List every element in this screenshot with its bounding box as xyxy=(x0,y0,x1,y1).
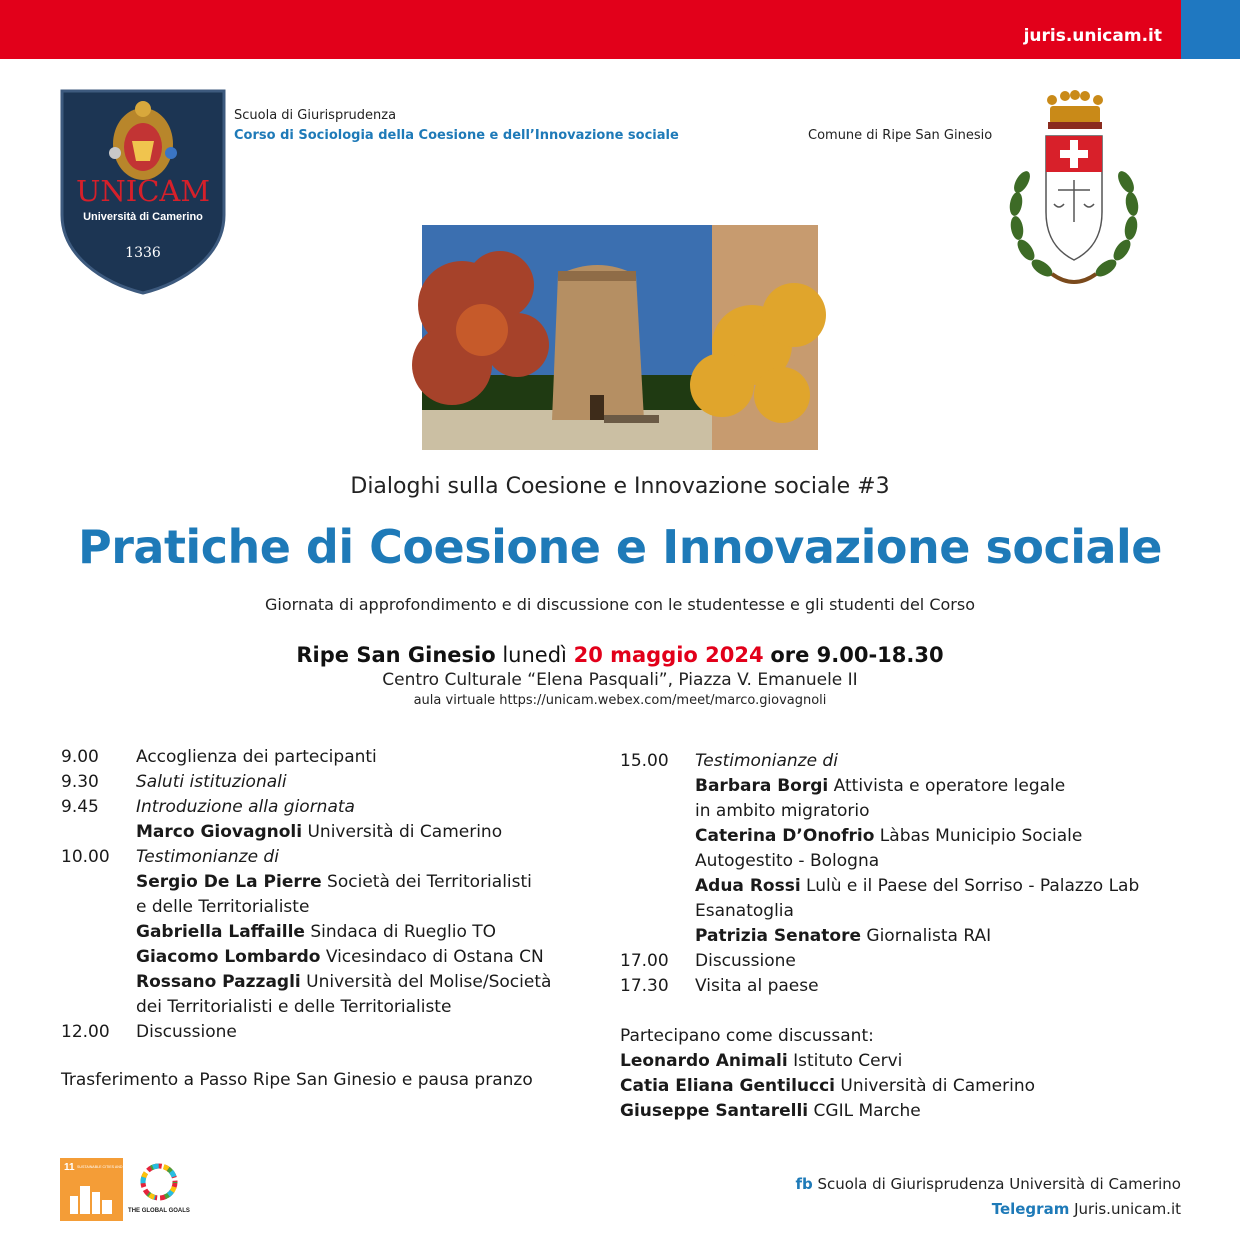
speaker-name: Marco Giovagnoli xyxy=(136,822,303,842)
program-item: Testimonianze di xyxy=(695,751,838,771)
speaker-org: Giornalista RAI xyxy=(861,926,992,946)
comune-name: Comune di Ripe San Ginesio xyxy=(808,128,993,143)
global-goals-icon xyxy=(126,1160,192,1220)
speaker-row xyxy=(61,970,581,1020)
program-morning xyxy=(61,745,581,1045)
speaker-org: Làbas Municipio Sociale xyxy=(874,826,1083,846)
discussant-org: Istituto Cervi xyxy=(787,1051,903,1071)
program-time: 15.00 xyxy=(620,751,669,771)
program-time: 9.30 xyxy=(61,772,99,792)
speaker-row xyxy=(61,870,581,920)
speaker-org-cont: Autogestito - Bologna xyxy=(695,851,880,871)
speaker-org-cont: Esanatoglia xyxy=(695,901,794,921)
program-row xyxy=(61,795,581,820)
discussant-name: Catia Eliana Gentilucci xyxy=(620,1076,835,1096)
program-row xyxy=(61,1020,581,1045)
sdg11-icon xyxy=(60,1158,150,1221)
discussant-org: CGIL Marche xyxy=(808,1101,921,1121)
speaker-row xyxy=(61,945,581,970)
series-title: Dialoghi sulla Coesione e Innovazione sociale #3 xyxy=(350,474,890,499)
event-date: 20 maggio 2024 xyxy=(573,643,764,667)
program-row xyxy=(620,974,1200,999)
speaker-org: Sindaca di Rueglio TO xyxy=(304,922,497,942)
event-dateline xyxy=(0,643,1240,667)
unicam-subtitle: Università di Camerino xyxy=(83,211,203,223)
speaker-org: Università del Molise/Società xyxy=(300,972,552,992)
discussant-row xyxy=(620,1099,1035,1124)
speaker-name: Sergio De La Pierre xyxy=(136,872,322,892)
event-venue: Centro Culturale “Elena Pasquali”, Piazza V. Emanuele II xyxy=(382,670,858,690)
course-name: Corso di Sociologia della Coesione e dell’Innovazione sociale xyxy=(234,128,679,143)
unicam-year: 1336 xyxy=(125,245,161,261)
speaker-name: Gabriella Laffaille xyxy=(136,922,305,942)
program-time: 12.00 xyxy=(61,1022,110,1042)
speaker-org-cont: dei Territorialisti e delle Territorialiste xyxy=(136,997,452,1017)
event-time: ore 9.00-18.30 xyxy=(770,643,944,667)
unicam-logo xyxy=(60,89,226,295)
facebook-label: fb xyxy=(795,1175,813,1193)
page-title: Pratiche di Coesione e Innovazione sociale xyxy=(78,520,1162,574)
speaker-name: Rossano Pazzagli xyxy=(136,972,301,992)
program-item: Accoglienza dei partecipanti xyxy=(136,747,377,767)
discussant-row xyxy=(620,1074,1035,1099)
speaker-org: Lulù e il Paese del Sorriso - Palazzo Lab xyxy=(800,876,1140,896)
program-time: 17.30 xyxy=(620,976,669,996)
global-goals-label: THE GLOBAL GOALS xyxy=(128,1208,190,1214)
site-url-link[interactable]: juris.unicam.it xyxy=(1023,26,1162,46)
speaker-name: Adua Rossi xyxy=(695,876,801,896)
speaker-row xyxy=(620,924,1200,949)
discussants-intro: Partecipano come discussant: xyxy=(620,1026,874,1046)
program-item: Discussione xyxy=(136,1022,237,1042)
discussant-row xyxy=(620,1049,1035,1074)
telegram-text: Juris.unicam.it xyxy=(1069,1200,1181,1218)
school-name: Scuola di Giurisprudenza xyxy=(234,108,397,123)
program-row xyxy=(620,949,1200,974)
coat-of-arms-icon xyxy=(1004,92,1144,298)
program-row xyxy=(61,770,581,795)
program-item: Visita al paese xyxy=(695,976,819,996)
discussant-name: Giuseppe Santarelli xyxy=(620,1101,809,1121)
program-item: Saluti istituzionali xyxy=(136,772,287,792)
event-subtitle: Giornata di approfondimento e di discussione con le studentesse e gli studenti del Corso xyxy=(265,595,975,614)
speaker-org: Vicesindaco di Ostana CN xyxy=(320,947,544,967)
program-row xyxy=(61,845,581,870)
sdg11-label: SUSTAINABLE CITIES AND COMMUNITIES xyxy=(77,1165,150,1169)
program-item: Introduzione alla giornata xyxy=(136,797,355,817)
event-place: Ripe San Ginesio xyxy=(296,643,496,667)
speaker-row xyxy=(620,874,1200,924)
event-weekday: lunedì xyxy=(502,643,567,667)
speaker-org: Università di Camerino xyxy=(302,822,503,842)
virtual-room-link[interactable]: aula virtuale https://unicam.webex.com/meet/marco.giovagnoli xyxy=(413,693,827,708)
program-item: Testimonianze di xyxy=(136,847,279,867)
facebook-row[interactable] xyxy=(795,1172,1181,1197)
program-time: 9.45 xyxy=(61,797,99,817)
telegram-label: Telegram xyxy=(991,1200,1070,1218)
program-time: 17.00 xyxy=(620,951,669,971)
speaker-name: Barbara Borgi xyxy=(695,776,829,796)
sdg11-number: 11 xyxy=(64,1162,75,1173)
program-time: 10.00 xyxy=(61,847,110,867)
social-footer xyxy=(795,1172,1181,1222)
transfer-note: Trasferimento a Passo Ripe San Ginesio e pausa pranzo xyxy=(61,1070,533,1090)
speaker-row xyxy=(620,774,1200,824)
program-item: Discussione xyxy=(695,951,796,971)
top-banner-accent xyxy=(1181,0,1240,59)
facebook-text: Scuola di Giurisprudenza Università di Camerino xyxy=(812,1175,1181,1193)
speaker-org-cont: in ambito migratorio xyxy=(695,801,870,821)
unicam-wordmark: UNICAM xyxy=(75,174,211,208)
program-row xyxy=(61,745,581,770)
discussant-org: Università di Camerino xyxy=(834,1076,1036,1096)
speaker-name: Giacomo Lombardo xyxy=(136,947,321,967)
program-row xyxy=(620,749,1200,774)
program-afternoon xyxy=(620,749,1200,999)
discussant-name: Leonardo Animali xyxy=(620,1051,788,1071)
discussants xyxy=(620,1024,1035,1124)
speaker-org: Attivista e operatore legale xyxy=(828,776,1066,796)
speaker-org: Società dei Territorialisti xyxy=(321,872,532,892)
speaker-name: Patrizia Senatore xyxy=(695,926,861,946)
speaker-row xyxy=(61,820,581,845)
tower-photo xyxy=(422,225,818,450)
speaker-name: Caterina D’Onofrio xyxy=(695,826,875,846)
telegram-row[interactable] xyxy=(795,1197,1181,1222)
speaker-row xyxy=(620,824,1200,874)
program-time: 9.00 xyxy=(61,747,99,767)
speaker-org-cont: e delle Territorialiste xyxy=(136,897,310,917)
speaker-row xyxy=(61,920,581,945)
